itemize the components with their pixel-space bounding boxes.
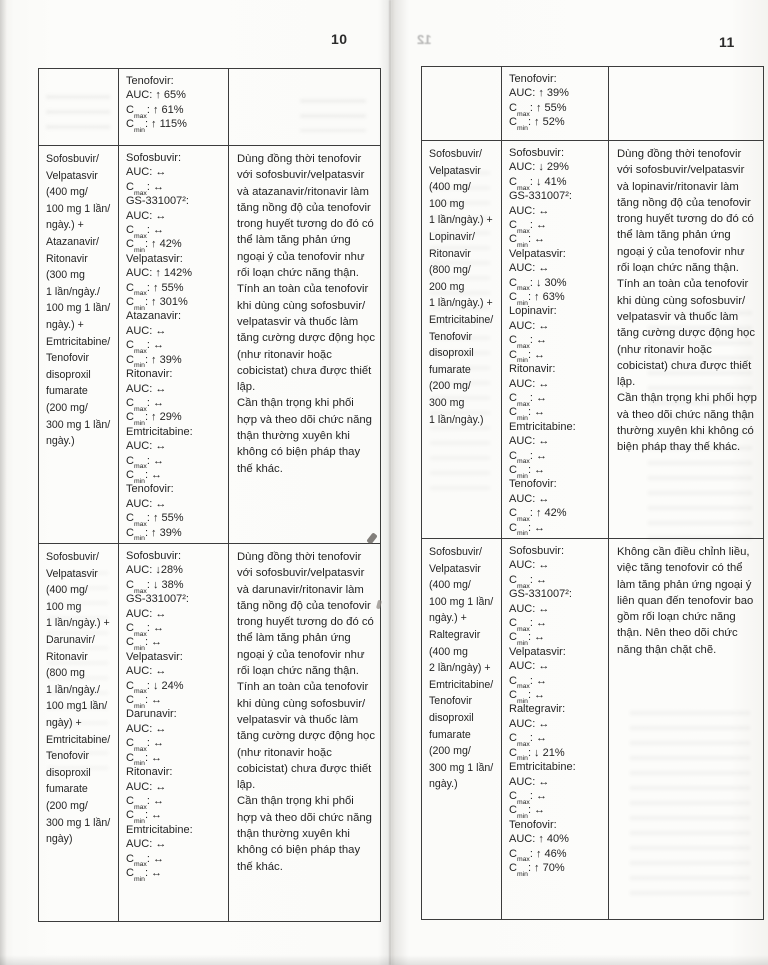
note-paragraph: Dùng đồng thời tenofovir với sofosbuvir/velpatasvir và darunavir/ritonavir làm tăng nồng độ của tenofovir trong huyết tương do đó có thể làm tăng phản ứng ngoại ý của tenofovir như rối loạn chức năng thận. Tính an toàn của tenofovir khi dùng cùng sofosbuvir/ velpatasvir và thuốc làm tăng cường dược động học (như ritonavir hoặc cobicistat) chưa được thiết lập. <box>237 551 375 792</box>
bleedthrough-page-number: 12 <box>417 32 432 47</box>
pk-line: $C_{max}$: ↑ 61% <box>126 103 184 120</box>
pk-line: Emtricitabine: <box>126 823 193 836</box>
drug-line: (800 mg <box>46 667 85 680</box>
pk-line: $C_{min}$: ↔ <box>509 689 546 705</box>
pk-line: AUC: ↔ <box>126 382 167 395</box>
pk-line: AUC: ↔ <box>509 435 550 448</box>
pk-line: Tenofovir: <box>509 73 557 85</box>
pk-line: $C_{max}$: ↑ 55% <box>126 281 184 298</box>
drug-line: Emtricitabine/ <box>429 313 494 326</box>
drug-line: Ritonavir <box>46 252 88 265</box>
drug-line: fumarate <box>429 728 471 741</box>
pk-line: $C_{max}$: ↔ <box>509 219 547 235</box>
pk-line: Ritonavir: <box>509 363 556 376</box>
drug-line: Tenofovir <box>46 750 89 763</box>
drug-line: Lopinavir/ <box>429 230 475 243</box>
pk-line: $C_{min}$: ↔ <box>126 809 163 825</box>
pk-line: $C_{max}$: ↓ 24% <box>126 679 184 696</box>
drug-line: 100 mg 1 lần/ <box>46 202 111 215</box>
pk-line: Sofosbuvir: <box>126 550 182 562</box>
drug-line: 100 mg1 lần/ <box>46 700 108 713</box>
pk-line: AUC: ↔ <box>126 440 167 453</box>
pk-line: $C_{max}$: ↔ <box>126 454 164 471</box>
drug-line: disoproxil <box>429 711 474 724</box>
pk-line: Velpatasvir: <box>126 252 183 265</box>
drug-line: Darunavir/ <box>46 633 95 646</box>
drug-combo-cell <box>39 69 119 146</box>
pk-line: $C_{min}$: ↑ 39% <box>126 353 182 370</box>
note-paragraph: Dùng đồng thời tenofovir với sofosbuvir/velpatasvir và lopinavir/ritonavir làm tăng nồng độ của tenofovir trong huyết tương do đó có thể làm tăng phản ứng ngoại ý của tenofovir như rối loạn chức năng thận. Tính an toàn của tenofovir khi dùng cùng sofosbuvir/ velpatasvir và thuốc làm tăng cường dược động học (như ritonavir hoặc cobicistat) chưa được thiết lập. <box>617 148 755 389</box>
pk-line: AUC: ↔ <box>509 717 550 730</box>
pk-line: $C_{min}$: ↓ 21% <box>509 746 565 763</box>
pk-line: AUC: ↔ <box>126 324 167 337</box>
drug-line: 100 mg <box>429 197 465 210</box>
pk-line: Velpatasvir: <box>509 645 566 658</box>
drug-line: Atazanavir/ <box>46 235 99 248</box>
interaction-table-page-10 <box>38 68 381 922</box>
drug-line: 1 lần/ngày./ <box>46 285 100 298</box>
pk-line: Emtricitabine: <box>509 420 576 433</box>
pk-line: Velpatasvir: <box>126 650 183 663</box>
drug-line: ngày.) + <box>46 318 84 331</box>
pk-line: AUC: ↔ <box>126 722 167 735</box>
pk-line: $C_{min}$: ↑ 52% <box>509 116 565 132</box>
pk-line: Tenofovir: <box>126 483 174 496</box>
drug-line: 100 mg 1 lần/ <box>46 302 111 315</box>
pk-line: $C_{max}$: ↔ <box>509 674 547 691</box>
pk-line: AUC: ↔ <box>509 602 550 615</box>
pk-line: $C_{min}$: ↑ 29% <box>126 411 182 427</box>
pk-line: $C_{max}$: ↔ <box>126 794 164 811</box>
pk-line: $C_{max}$: ↑ 55% <box>126 512 184 528</box>
pk-line: $C_{max}$: ↔ <box>509 334 547 350</box>
pk-line: AUC: ↔ <box>126 209 167 222</box>
pk-line: AUC: ↔ <box>509 660 550 673</box>
drug-line: (400 mg <box>429 645 468 658</box>
clinical-note-cell <box>609 141 763 539</box>
note-paragraph: Không cần điều chỉnh liều, việc tăng tenofovir có thể làm tăng phản ứng ngoại ý liên quan đến tenofovir bao gồm rối loạn chức năng thận. Nên theo dõi chức năng thận chặt chẽ. <box>617 546 754 656</box>
pk-line: $C_{max}$: ↔ <box>126 852 164 869</box>
pk-line: AUC: ↔ <box>509 319 550 332</box>
pk-effects-cell <box>502 67 609 141</box>
drug-line: ngày) + <box>46 716 82 729</box>
pk-line: $C_{min}$: ↔ <box>126 866 163 883</box>
pk-line: $C_{max}$: ↔ <box>126 180 164 197</box>
drug-line: disoproxil <box>429 347 474 360</box>
pk-line: $C_{max}$: ↓ 30% <box>509 276 567 293</box>
drug-line: Ritonavir <box>46 650 88 663</box>
drug-line: disoproxil <box>46 368 91 381</box>
pk-effects-cell <box>119 544 229 921</box>
drug-line: 300 mg 1 lần/ <box>429 761 494 774</box>
pk-line: $C_{max}$: ↓ 41% <box>509 175 567 192</box>
pk-line: GS-331007²: <box>126 593 189 606</box>
pk-line: AUC: ↑ 40% <box>509 833 569 846</box>
pk-line: $C_{min}$: ↔ <box>126 694 163 710</box>
drug-line: 100 mg <box>46 600 82 613</box>
drug-line: 300 mg 1 lần/ <box>46 816 111 829</box>
pk-line: $C_{min}$: ↔ <box>126 468 163 485</box>
binding-crease <box>389 0 391 965</box>
pk-line: AUC: ↔ <box>509 775 550 788</box>
drug-line: (200 mg/ <box>429 380 471 393</box>
drug-line: Velpatasvir <box>46 567 98 580</box>
interaction-table-page-11 <box>421 66 764 920</box>
pk-line: AUC: ↑ 65% <box>126 89 186 102</box>
pk-line: $C_{min}$: ↑ 63% <box>509 291 565 307</box>
pk-line: Velpatasvir: <box>509 247 566 260</box>
pk-effects-cell <box>119 69 229 146</box>
drug-line: (400 mg/ <box>429 181 471 194</box>
pk-line: Darunavir: <box>126 708 177 721</box>
pk-effects-cell <box>502 539 609 919</box>
drug-line: 200 mg <box>429 280 465 293</box>
pk-line: $C_{max}$: ↔ <box>509 573 547 590</box>
drug-combo-cell <box>422 539 502 919</box>
drug-line: Tenofovir <box>46 352 89 365</box>
drug-line: fumarate <box>429 363 471 376</box>
pk-line: Raltegravir: <box>509 703 566 716</box>
pk-line: Ritonavir: <box>126 368 173 381</box>
drug-line: Sofosbuvir/ <box>46 551 99 563</box>
clinical-note-cell <box>229 146 380 544</box>
page-number: 10 <box>331 31 348 47</box>
scan-edge <box>0 0 7 965</box>
drug-line: (400 mg/ <box>429 579 471 592</box>
drug-line: Velpatasvir <box>429 164 481 177</box>
pk-line: $C_{max}$: ↑ 42% <box>509 507 567 523</box>
pk-line: $C_{min}$: ↔ <box>509 521 546 538</box>
pk-effects-cell <box>502 141 609 539</box>
drug-combo-cell <box>422 67 502 141</box>
pk-line: $C_{max}$: ↑ 55% <box>509 101 567 118</box>
pk-line: $C_{min}$: ↑ 70% <box>509 861 565 878</box>
pk-line: $C_{max}$: ↔ <box>509 391 547 408</box>
drug-line: disoproxil <box>46 766 91 779</box>
drug-line: (200 mg/ <box>46 799 88 812</box>
drug-combo-cell <box>39 146 119 544</box>
drug-combo-cell <box>422 141 502 539</box>
pk-line: AUC: ↔ <box>126 665 167 678</box>
drug-line: fumarate <box>46 783 88 796</box>
drug-line: Velpatasvir <box>46 169 98 182</box>
pk-line: AUC: ↓ 29% <box>509 161 569 174</box>
drug-combo-cell <box>39 544 119 921</box>
pk-line: Tenofovir: <box>126 75 174 87</box>
pk-line: AUC: ↔ <box>509 204 550 217</box>
pk-line: $C_{min}$: ↔ <box>509 804 546 820</box>
pk-line: Emtricitabine: <box>509 761 576 774</box>
drug-line: Ritonavir <box>429 247 471 260</box>
pk-line: Tenofovir: <box>509 478 557 491</box>
drug-line: ngày.) <box>46 435 75 448</box>
drug-line: Emtricitabine/ <box>46 335 111 348</box>
drug-line: 2 lần/ngày) + <box>429 662 491 675</box>
clinical-note-cell <box>229 544 380 921</box>
drug-line: Emtricitabine/ <box>46 733 111 746</box>
pk-line: AUC: ↔ <box>126 497 167 510</box>
pk-line: $C_{min}$: ↔ <box>509 406 546 422</box>
pk-line: AUC: ↔ <box>126 607 167 620</box>
drug-line: ngày.) + <box>429 612 467 625</box>
pk-line: $C_{max}$: ↔ <box>509 789 547 806</box>
drug-line: (200 mg/ <box>46 401 88 414</box>
pk-line: Emtricitabine: <box>126 425 193 438</box>
drug-line: ngày.) + <box>46 219 84 232</box>
pk-line: Lopinavir: <box>509 305 557 318</box>
pk-line: AUC: ↑ 142% <box>126 267 193 280</box>
pk-line: $C_{max}$: ↔ <box>509 617 547 633</box>
pk-line: Sofosbuvir: <box>509 545 565 557</box>
drug-line: (400 mg/ <box>46 584 88 597</box>
drug-line: Sofosbuvir/ <box>46 153 99 165</box>
pk-line: $C_{min}$: ↔ <box>509 631 546 648</box>
pk-line: GS-331007²: <box>509 190 572 203</box>
note-paragraph: Cần thận trọng khi phối hợp và theo dõi chức năng thận thường xuyên khi không có biện pháp thay thế khác. <box>237 397 372 475</box>
clinical-note-cell <box>609 539 763 919</box>
drug-line: 1 lần/ngày.) <box>429 413 484 426</box>
drug-line: (400 mg/ <box>46 186 88 199</box>
drug-line: Velpatasvir <box>429 562 481 575</box>
pk-line: $C_{max}$: ↓ 38% <box>126 578 184 595</box>
drug-line: 300 mg 1 lần/ <box>46 418 111 431</box>
clinical-note-cell <box>609 67 763 141</box>
drug-line: fumarate <box>46 385 88 398</box>
drug-line: (300 mg <box>46 269 85 282</box>
pk-line: $C_{max}$: ↔ <box>126 339 164 355</box>
drug-line: 300 mg <box>429 396 465 409</box>
drug-line: 100 mg 1 lần/ <box>429 595 494 608</box>
pk-line: $C_{min}$: ↔ <box>509 463 546 480</box>
scan-edge <box>0 955 768 965</box>
pk-line: $C_{max}$: ↔ <box>126 737 164 753</box>
pk-line: $C_{max}$: ↔ <box>509 732 547 748</box>
pk-line: Atazanavir: <box>126 310 182 323</box>
pk-line: $C_{max}$: ↔ <box>509 449 547 466</box>
note-paragraph: Cần thận trọng khi phối hợp và theo dõi chức năng thận thường xuyên khi không có biện pháp thay thế khác. <box>617 392 757 454</box>
page-number: 11 <box>719 34 735 50</box>
pk-line: AUC: ↔ <box>509 492 550 505</box>
drug-line: 1 lần/ngày.) + <box>429 297 493 310</box>
pk-effects-cell <box>119 146 229 544</box>
pk-line: $C_{min}$: ↑ 301% <box>126 296 188 312</box>
drug-line: 1 lần/ngày.) + <box>46 617 110 630</box>
pk-line: Tenofovir: <box>509 818 557 831</box>
clinical-note-cell <box>229 69 380 146</box>
pk-line: AUC: ↔ <box>126 838 167 851</box>
drug-line: 1 lần/ngày.) + <box>429 214 493 227</box>
pk-line: Sofosbuvir: <box>509 147 565 159</box>
drug-line: ngày) <box>46 833 73 846</box>
pk-line: $C_{min}$: ↔ <box>509 348 546 365</box>
pk-line: Sofosbuvir: <box>126 152 182 164</box>
pk-line: AUC: ↓28% <box>126 564 183 577</box>
drug-line: (200 mg/ <box>429 745 471 758</box>
drug-line: Emtricitabine/ <box>429 678 494 691</box>
pk-line: AUC: ↔ <box>126 166 167 179</box>
pk-line: Ritonavir: <box>126 766 173 779</box>
note-paragraph: Dùng đồng thời tenofovir với sofosbuvir/velpatasvir và atazanavir/ritonavir làm tăng nồng độ của tenofovir trong huyết tương do đó có thể làm tăng phản ứng ngoại ý của tenofovir như rối loạn chức năng thận. Tính an toàn của tenofovir khi dùng cùng sofosbuvir/ velpatasvir và thuốc làm tăng cường dược động học (như ritonavir hoặc cobicistat) chưa được thiết lập. <box>237 153 375 394</box>
drug-line: Tenofovir <box>429 330 472 343</box>
drug-line: Sofosbuvir/ <box>429 546 482 558</box>
pk-line: AUC: ↔ <box>509 262 550 275</box>
note-paragraph: Cần thận trọng khi phối hợp và theo dõi chức năng thận thường xuyên khi không có biện pháp thay thế khác. <box>237 795 372 873</box>
pk-line: $C_{min}$: ↑ 39% <box>126 526 182 543</box>
drug-line: ngày.) <box>429 778 458 791</box>
pk-line: AUC: ↔ <box>126 780 167 793</box>
pk-line: $C_{min}$: ↔ <box>509 233 546 250</box>
drug-line: Raltegravir <box>429 628 481 641</box>
pk-line: $C_{min}$: ↔ <box>126 751 163 768</box>
pk-line: $C_{max}$: ↑ 46% <box>509 847 567 864</box>
drug-line: (800 mg/ <box>429 264 471 277</box>
pk-line: $C_{min}$: ↔ <box>126 636 163 653</box>
pk-line: $C_{min}$: ↑ 115% <box>126 118 187 134</box>
pk-line: $C_{max}$: ↔ <box>126 224 164 240</box>
pk-line: GS-331007²: <box>126 195 189 208</box>
drug-line: 1 lần/ngày./ <box>46 683 100 696</box>
pk-line: AUC: ↔ <box>509 377 550 390</box>
drug-line: Sofosbuvir/ <box>429 148 482 160</box>
pk-line: AUC: ↑ 39% <box>509 87 569 100</box>
pk-line: GS-331007²: <box>509 588 572 601</box>
pk-line: $C_{max}$: ↔ <box>126 622 164 638</box>
drug-line: Tenofovir <box>429 695 472 708</box>
pk-line: $C_{max}$: ↔ <box>126 396 164 413</box>
pk-line: $C_{min}$: ↑ 42% <box>126 238 182 255</box>
pk-line: AUC: ↔ <box>509 559 550 572</box>
